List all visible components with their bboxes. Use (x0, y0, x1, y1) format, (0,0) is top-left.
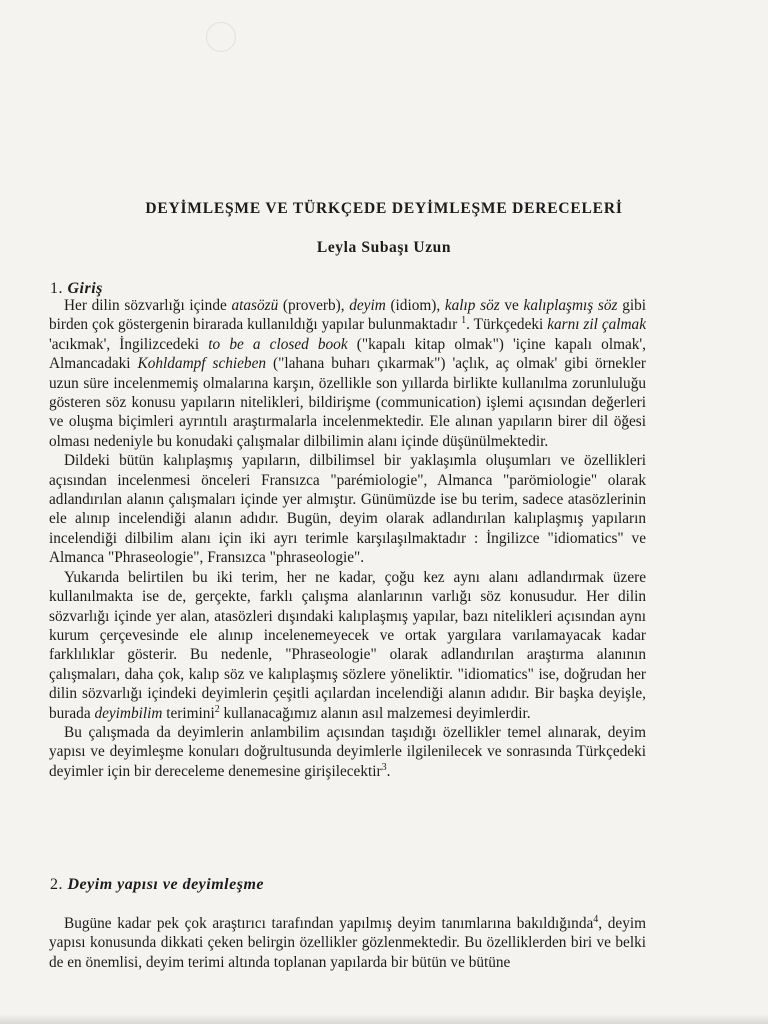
text-run: Yukarıda belirtilen bu iki terim, her ne kadar, çoğu kez aynı alanı adlandırmak üzere kullanılmakta ise de, gerçekte, farklı çalışma alanlarının varlığı söz konusudur. Her dilin sözvarlığı içinde yer alan, atasözleri dışındaki kalıplaşmış yapılar, bazı nitelikleri açısından aynı kurum çerçevesinde ele alınıp incelenemeyecek ve ortak yargılara varılamayacak kadar farklılıklar gösterir. Bu nedenle, "Phraseologie" olarak adlandırılan araştırma alanının çalışmaları, daha çok, kalıp söz ve kalıplaşmış sözlere yöneliktir. "idiomatics" ise, doğrudan her dilin sözvarlığı içindeki deyimlerin çeşitli açılardan incelendiği alanın adıdır. Bir başka deyişle, burada (49, 568, 646, 722)
section-1-title: Giriş (67, 280, 103, 297)
text-run: . Türkçedeki (466, 316, 548, 334)
text-run: gibi birden çok göstergenin birarada kullanıldığı yapılar bulunmaktadır (49, 297, 646, 334)
italic-term: deyimbilim (94, 704, 163, 722)
paragraph (49, 914, 646, 972)
italic-term: deyim (349, 297, 386, 314)
text-run: terimini (162, 704, 215, 722)
text-run: 'acıkmak', İngilizcedeki (49, 335, 209, 353)
author-name: Leyla Subaşı Uzun (316, 239, 452, 256)
text-run: , deyim yapısı konusunda dikkati çeken belirgin özellikler gözlenmektedir. Bu özelliklerden biri ve belki de en önemlisi, deyim terimi altında toplanan yapılarda bir bütün ve bütüne (49, 915, 646, 971)
text-run: ("kapalı kitap olmak") 'içine kapalı olmak', Almancadaki (49, 335, 646, 373)
paragraph (49, 568, 646, 723)
section-1-number: 1. (50, 280, 63, 297)
text-run: Her dilin sözvarlığı içinde (64, 297, 232, 314)
text-run: ve (499, 297, 524, 314)
text-run: (proverb), (278, 297, 350, 314)
text-run: Bugüne kadar pek çok araştırıcı tarafından yapılmış deyim tanımlarına bakıldığında (64, 915, 594, 932)
paragraph (49, 451, 646, 567)
footnote-ref: 3 (381, 761, 387, 773)
text-run: Bu çalışmada da deyimlerin anlambilim açısından taşıdığı özellikler temel alınarak, deyim yapısı ve deyimleşme konuları doğrultusunda deyimlerle ilgilenilecek ve sonrasında Türkçedeki deyimler için bir dereceleme denemesine girişilecektir (49, 723, 646, 780)
italic-term: to be a closed book (208, 335, 348, 353)
punch-hole-mark (206, 22, 236, 52)
footnote-ref: 1 (461, 315, 467, 327)
italic-term: Kohldampf schieben (137, 355, 267, 373)
footnote-ref: 2 (214, 703, 220, 715)
footnote-ref: 4 (593, 914, 599, 925)
paragraph (49, 296, 646, 451)
text-run: Dildeki bütün kalıplaşmış yapıların, dilbilimsel bir yaklaşımla oluşumları ve özellikleri açısından incelenmesi önceleri Fransızca "parémiologie", Almanca "parömiologie" olarak adlandırılan alanın çalışmaları içinde yer almıştır. Günümüzde ise bu terim, sadece atasözlerinin ele alınıp incelendiği alanın adıdır. Bugün, deyim olarak adlandırılan kalıplaşmış yapıların incelendiği dilbilim alanı için iki ayrı terimle karşılaşılmaktadır : İngilizce "idiomatics" ve Almanca "Phraseologie", Fransızca "phraseologie". (49, 452, 646, 567)
section-1-body (49, 296, 646, 781)
section-2-number: 2. (50, 876, 63, 893)
text-run: kullanacağımız alanın asıl malzemesi deyimlerdir. (219, 704, 531, 722)
italic-term: kalıp söz (444, 297, 500, 314)
document-title: DEYİMLEŞME VE TÜRKÇEDE DEYİMLEŞME DERECELERİ (145, 200, 623, 217)
italic-term: karnı zil çalmak (547, 316, 646, 334)
text-run: ("lahana buharı çıkarmak") 'açlık, aç olmak' gibi örnekler uzun süre incelenmemiş olmalarına karşın, özellikle son yıllarda birlikte kullanılma zorunluluğu gösteren söz konusu yapıların nitelikleri, bildirişme (communication) işlemi açısından değerleri ve oluşma biçimleri ayrıntılı araştırmalarla incelenmektedir. Ele alınan yapıların birer dil öğesi olması nedeniyle bu konudaki çalışmalar dilbilimin alanı içinde düşünülmektedir. (49, 355, 646, 450)
paragraph (49, 723, 646, 781)
page-bottom-edge (0, 1014, 768, 1024)
text-run: (idiom), (385, 297, 445, 314)
section-2-title: Deyim yapısı ve deyimleşme (67, 876, 264, 893)
italic-term: kalıplaşmış söz (523, 297, 618, 314)
section-2-heading (50, 876, 264, 894)
italic-term: atasözü (231, 297, 279, 314)
section-2-body (49, 914, 646, 972)
text-run: . (386, 762, 391, 780)
